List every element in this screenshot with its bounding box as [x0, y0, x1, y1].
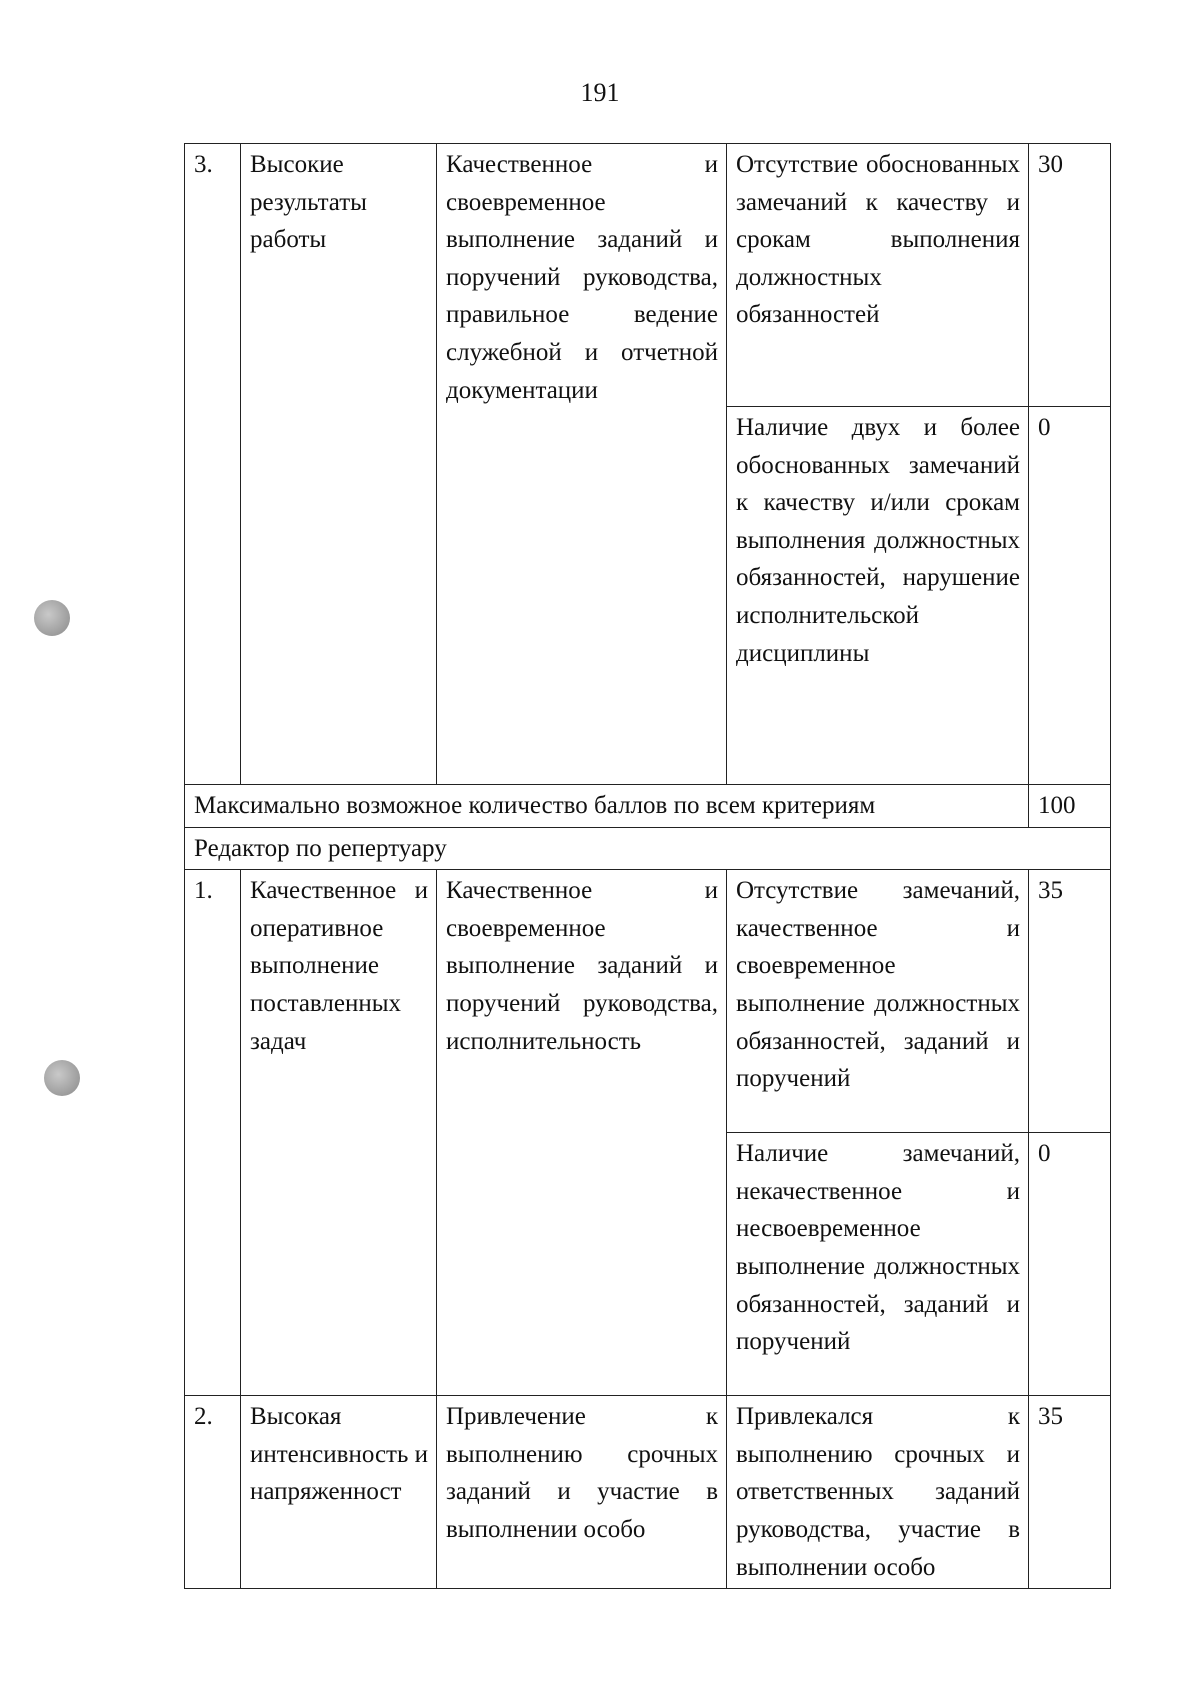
section-row [185, 827, 1111, 870]
condition-cell: Отсутствие замечаний, качественное и своевременное выполнение должностных обязанностей, заданий и поручений [727, 870, 1029, 1133]
total-row [185, 785, 1111, 828]
row-number: 1. [185, 870, 241, 1396]
total-value: 100 [1029, 785, 1111, 828]
condition-cell: Отсутствие обоснованных замечаний к качеству и срокам выполнения должностных обязанностей [727, 144, 1029, 407]
section-title: Редактор по репертуару [185, 827, 1111, 870]
score-cell: 0 [1029, 407, 1111, 785]
criterion-cell: Высокие результаты работы [241, 144, 437, 785]
table-row [185, 1396, 1111, 1589]
condition-cell: Привлекался к выполнению срочных и ответственных заданий руководства, участие в выполнении особо [727, 1396, 1029, 1589]
row-number: 3. [185, 144, 241, 785]
punch-hole-mark [34, 600, 70, 636]
table-row [185, 144, 1111, 407]
score-cell: 0 [1029, 1133, 1111, 1396]
table-row [185, 870, 1111, 1133]
criterion-cell: Качественное и оперативное выполнение поставленных задач [241, 870, 437, 1396]
description-cell: Привлечение к выполнению срочных заданий и участие в выполнении особо [437, 1396, 727, 1589]
page-number: 191 [580, 78, 620, 107]
description-cell: Качественное и своевременное выполнение заданий и поручений руководства, правильное ведение служебной и отчетной документации [437, 144, 727, 785]
row-number: 2. [185, 1396, 241, 1589]
punch-hole-mark [44, 1060, 80, 1096]
criterion-cell: Высокая интенсивность и напряженност [241, 1396, 437, 1589]
score-cell: 30 [1029, 144, 1111, 407]
description-cell: Качественное и своевременное выполнение заданий и поручений руководства, исполнительность [437, 870, 727, 1396]
condition-cell: Наличие замечаний, некачественное и несвоевременное выполнение должностных обязанностей, заданий и поручений [727, 1133, 1029, 1396]
score-cell: 35 [1029, 870, 1111, 1133]
score-cell: 35 [1029, 1396, 1111, 1589]
condition-cell: Наличие двух и более обоснованных замечаний к качеству и/или срокам выполнения должностных обязанностей, нарушение исполнительской дисциплины [727, 407, 1029, 785]
total-label: Максимально возможное количество баллов по всем критериям [185, 785, 1029, 828]
criteria-table [184, 143, 1111, 1589]
